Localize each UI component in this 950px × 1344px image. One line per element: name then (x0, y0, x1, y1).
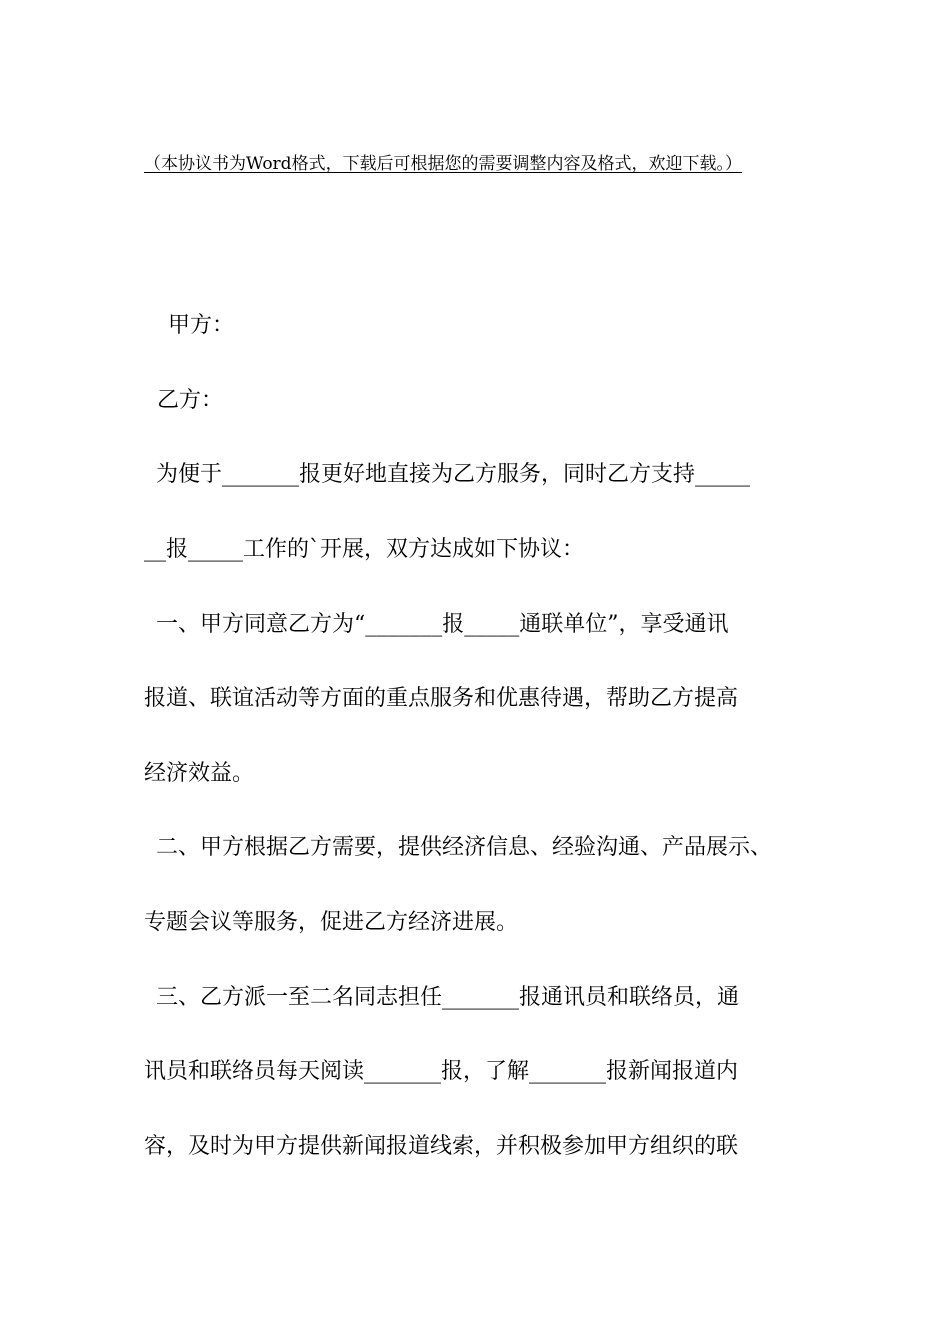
clause-2-line-2: 专题会议等服务，促进乙方经济进展。 (144, 910, 519, 935)
clause-1-line-1: 一、甲方同意乙方为“_______报_____通联单位”，享受通讯 (156, 612, 729, 637)
clause-3-line-1: 三、乙方派一至二名同志担任_______报通讯员和联络员，通 (156, 985, 740, 1010)
clause-2-line-1: 二、甲方根据乙方需要，提供经济信息、经验沟通、产品展示、 (156, 835, 773, 860)
intro-line-2: __报_____工作的`开展，双方达成如下协议： (144, 537, 585, 562)
format-note: （本协议书为Word格式，下载后可根据您的需要调整内容及格式，欢迎下载。） (144, 154, 743, 174)
intro-line-1: 为便于_______报更好地直接为乙方服务，同时乙方支持_____ (156, 462, 751, 487)
clause-3-line-3: 容，及时为甲方提供新闻报道线索，并积极参加甲方组织的联 (144, 1134, 739, 1159)
clause-1-line-3: 经济效益。 (144, 761, 255, 786)
party-a-line: 甲方： (168, 313, 235, 338)
clause-3-line-2: 讯员和联络员每天阅读_______报，了解_______报新闻报道内 (144, 1059, 739, 1084)
party-b-line: 乙方： (157, 388, 224, 413)
clause-1-line-2: 报道、联谊活动等方面的重点服务和优惠待遇，帮助乙方提高 (144, 686, 739, 711)
